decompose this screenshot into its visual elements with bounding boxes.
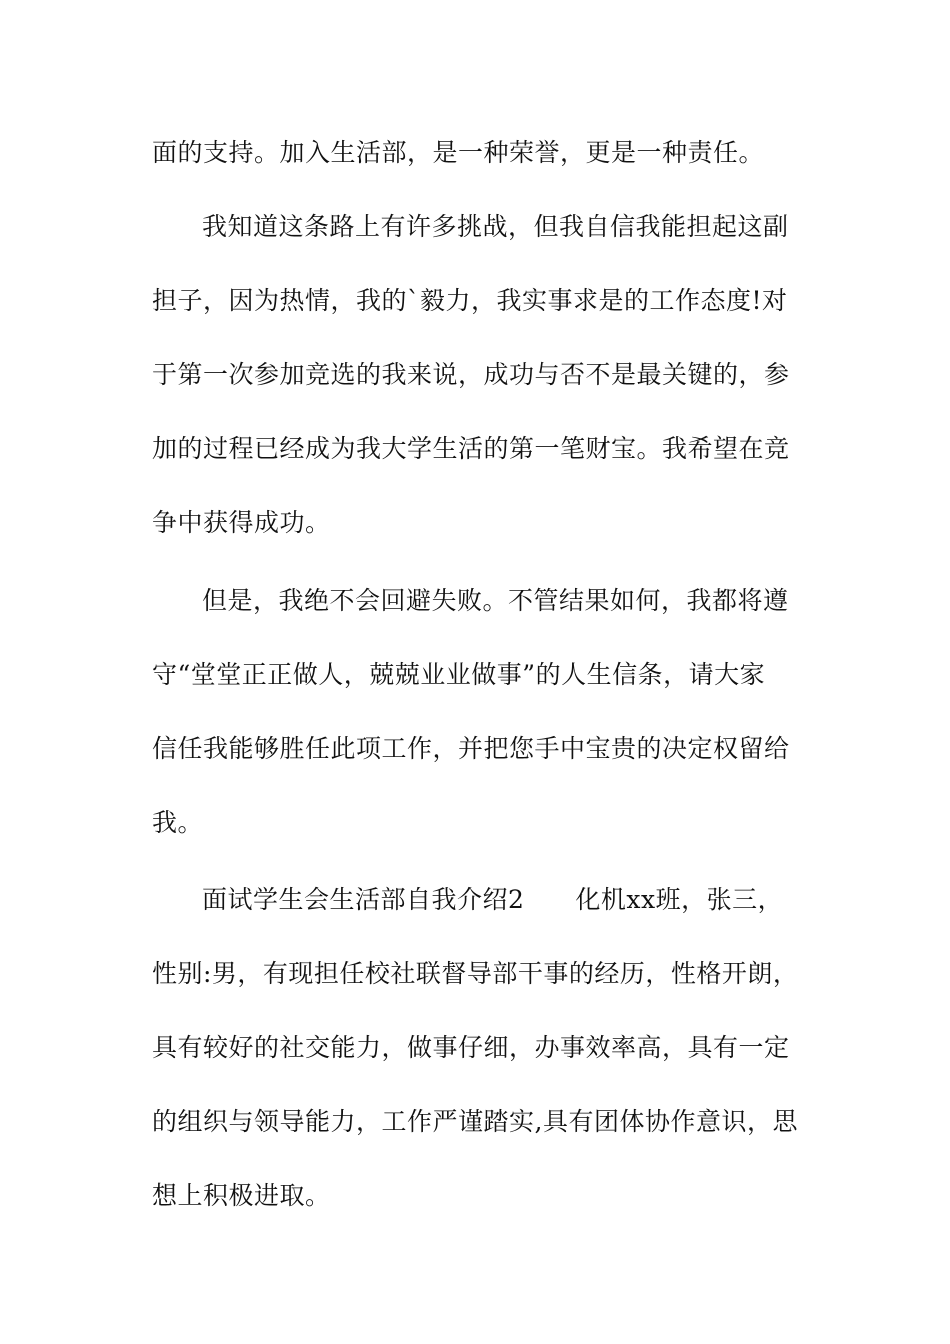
text-line: 具有较好的社交能力，做事仔细，办事效率高，具有一定 (152, 1033, 790, 1062)
text-line: 守“堂堂正正做人，兢兢业业做事”的人生信条，请大家 (152, 660, 766, 689)
text-line: 面的支持。加入生活部，是一种荣誉，更是一种责任。 (152, 138, 765, 167)
text-line: 性别:男，有现担任校社联督导部干事的经历，性格开朗， (152, 959, 799, 988)
text-line: 我知道这条路上有许多挑战，但我自信我能担起这副 (202, 212, 789, 241)
text-line: 争中获得成功。 (152, 508, 331, 537)
text-line: 的组织与领导能力，工作严谨踏实,具有团体协作意识，思 (152, 1107, 798, 1136)
text-line: 想上积极进取。 (152, 1181, 331, 1210)
text-line: 加的过程已经成为我大学生活的第一笔财宝。我希望在竞 (152, 434, 790, 463)
text-line: 于第一次参加竞选的我来说，成功与否不是最关键的，参 (152, 360, 790, 389)
text-line: 面试学生会生活部自我介绍2 化机xx班，张三， (202, 885, 784, 914)
text-line: 我。 (152, 808, 204, 837)
text-line: 信任我能够胜任此项工作，并把您手中宝贵的决定权留给 (152, 734, 790, 763)
text-line: 但是，我绝不会回避失败。不管结果如何，我都将遵 (202, 586, 789, 615)
text-line: 担子，因为热情，我的`毅力，我实事求是的工作态度!对 (152, 286, 788, 315)
